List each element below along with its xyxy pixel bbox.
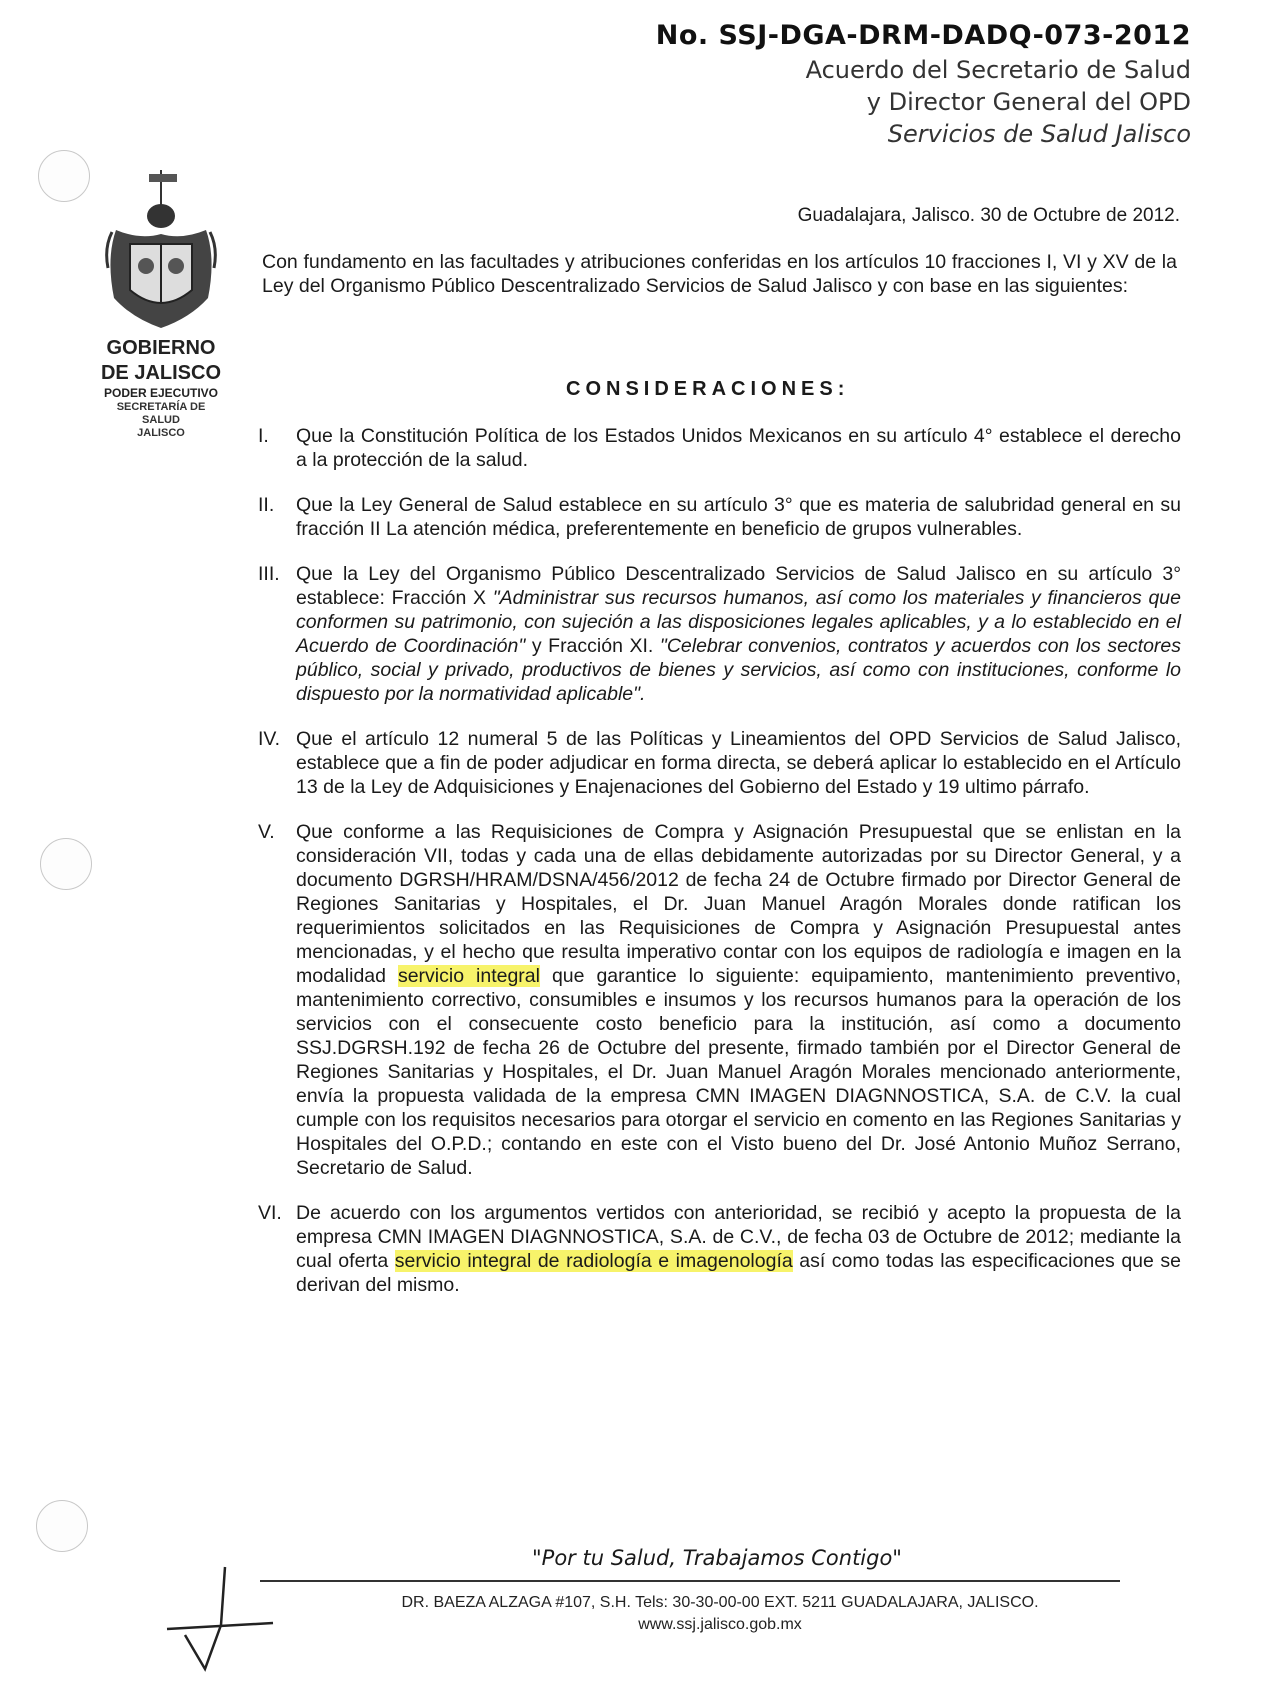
clause-quote: "Celebrar convenios, contratos y acuerdos con los sectores público, social y privado, productivos de bienes y servicios, así como con instituciones, conforme lo dispuesto por la normatividad aplicable".	[296, 635, 1182, 705]
clause-numeral: IV.	[258, 728, 281, 750]
footer-address-block	[360, 1592, 1080, 1636]
gov-line-2: DE JALISCO	[100, 362, 222, 384]
considerations-list	[256, 424, 1181, 1318]
header-line-2: y Director General del OPD	[866, 88, 1191, 116]
clause-quote: "Administrar sus recursos humanos, así como los materiales y financieros que conformen su patrimonio, con sujeción a las disposiciones legales aplicables, y a lo establecido en el Acuerdo de Coordinación"	[296, 587, 1181, 657]
gov-line-5: SALUD	[142, 414, 180, 426]
highlighted-text: servicio integral	[397, 965, 540, 987]
clause-text: Que el artículo 12 numeral 5 de las Políticas y Lineamientos del OPD Servicios de Salud Jalisco, establece que a fin de poder adjudicar en forma directa, se deberá aplicar lo establecido en el Artículo 13 de la Ley de Adquisiciones y Enajenaciones del Gobierno del Estado y 19 ultimo párrafo.	[296, 728, 1181, 798]
gov-line-6: JALISCO	[137, 427, 185, 439]
clause-v	[256, 820, 1181, 1180]
footer-website: www.ssj.jalisco.gob.mx	[638, 1616, 802, 1633]
government-logo-block	[86, 168, 236, 440]
considerations-title: CONSIDERACIONES:	[566, 378, 850, 400]
gov-line-1: GOBIERNO	[106, 337, 216, 359]
clause-vi	[256, 1201, 1181, 1297]
header-line-1: Acuerdo del Secretario de Salud	[805, 56, 1191, 84]
clause-numeral: V.	[258, 821, 275, 843]
punch-hole-middle	[40, 838, 92, 890]
signature-mark	[165, 1565, 275, 1675]
punch-hole-bottom	[36, 1500, 88, 1552]
clause-text: y Fracción XI.	[525, 635, 660, 657]
clause-iii	[256, 562, 1181, 706]
highlighted-text: servicio integral de radiología e imagenología	[394, 1250, 793, 1272]
document-header	[656, 18, 1191, 150]
clause-text: que garantice lo siguiente: equipamiento, mantenimiento preventivo, mantenimiento correctivo, consumibles e insumos y los recursos humanos para la operación de los servicios con el consecuente costo beneficio para la institución, así como a documento SSJ.DGRSH.192 de fecha 26 de Octubre del presente, firmado también por el Director General de Regiones Sanitarias y Hospitales, el Dr. Juan Manuel Aragón Morales mencionado anteriormente, envía la propuesta validada de la empresa CMN IMAGEN DIAGNNOSTICA, S.A. de C.V. la cual cumple con los requisitos necesarios para otorgar el servicio en comento en las Regiones Sanitarias y Hospitales del O.P.D.; contando en este con el Visto bueno del Dr. José Antonio Muñoz Serrano, Secretario de Salud.	[296, 965, 1181, 1179]
header-line-3: Servicios de Salud Jalisco	[887, 120, 1191, 148]
intro-paragraph: Con fundamento en las facultades y atribuciones conferidas en los artículos 10 fracciones I, VI y XV de la Ley del Organismo Público Descentralizado Servicios de Salud Jalisco y con base en las siguientes:	[262, 251, 1177, 297]
clause-text: Que conforme a las Requisiciones de Compra y Asignación Presupuestal que se enlistan en la consideración VII, todas y cada una de ellas debidamente autorizadas por su Director General, y a documento DGRSH/HRAM/DSNA/456/2012 de fecha 24 de Octubre firmado por Director General de Regiones Sanitarias y Hospitales, el Dr. Juan Manuel Aragón Morales donde ratifican los requerimientos solicitados en las Requisiciones de Compra y Asignación Presupuestal antes mencionadas, y el hecho que resulta imperativo contar con los equipos de radiología e imagen en la modalidad	[296, 821, 1181, 987]
clause-numeral: VI.	[258, 1202, 282, 1224]
gov-line-3: PODER EJECUTIVO	[103, 386, 219, 400]
clause-iv	[256, 727, 1181, 799]
document-date: Guadalajara, Jalisco. 30 de Octubre de 2012.	[797, 205, 1180, 226]
clause-text: Que la Constitución Política de los Estados Unidos Mexicanos en su artículo 4° establece el derecho a la protección de la salud.	[296, 425, 1181, 471]
footer-divider	[260, 1580, 1120, 1582]
coat-of-arms-icon	[102, 168, 220, 336]
clause-i	[256, 424, 1181, 472]
punch-hole-top	[38, 150, 90, 202]
clause-numeral: I.	[258, 425, 269, 447]
clause-numeral: III.	[258, 563, 280, 585]
clause-text: De acuerdo con los argumentos vertidos con anterioridad, se recibió y acepto la propuesta de la empresa CMN IMAGEN DIAGNNOSTICA, S.A. de C.V., de fecha 03 de Octubre de 2012; mediante la cual oferta	[296, 1202, 1181, 1272]
clause-ii	[256, 493, 1181, 541]
clause-numeral: II.	[258, 494, 275, 516]
clause-text: Que la Ley General de Salud establece en su artículo 3° que es materia de salubridad general en su fracción II La atención médica, preferentemente en beneficio de grupos vulnerables.	[296, 494, 1181, 540]
footer-address: DR. BAEZA ALZAGA #107, S.H. Tels: 30-30-00-00 EXT. 5211 GUADALAJARA, JALISCO.	[401, 1594, 1039, 1611]
gov-line-4: SECRETARÍA DE	[116, 401, 206, 413]
document-number: No. SSJ-DGA-DRM-DADQ-073-2012	[655, 20, 1191, 51]
clause-text: así como todas las especificaciones que se derivan del mismo.	[296, 1250, 1181, 1296]
footer-motto: "Por tu Salud, Trabajamos Contigo"	[532, 1546, 902, 1570]
clause-text: Que la Ley del Organismo Público Descentralizado Servicios de Salud Jalisco en su artículo 3° establece: Fracción X	[296, 563, 1181, 609]
